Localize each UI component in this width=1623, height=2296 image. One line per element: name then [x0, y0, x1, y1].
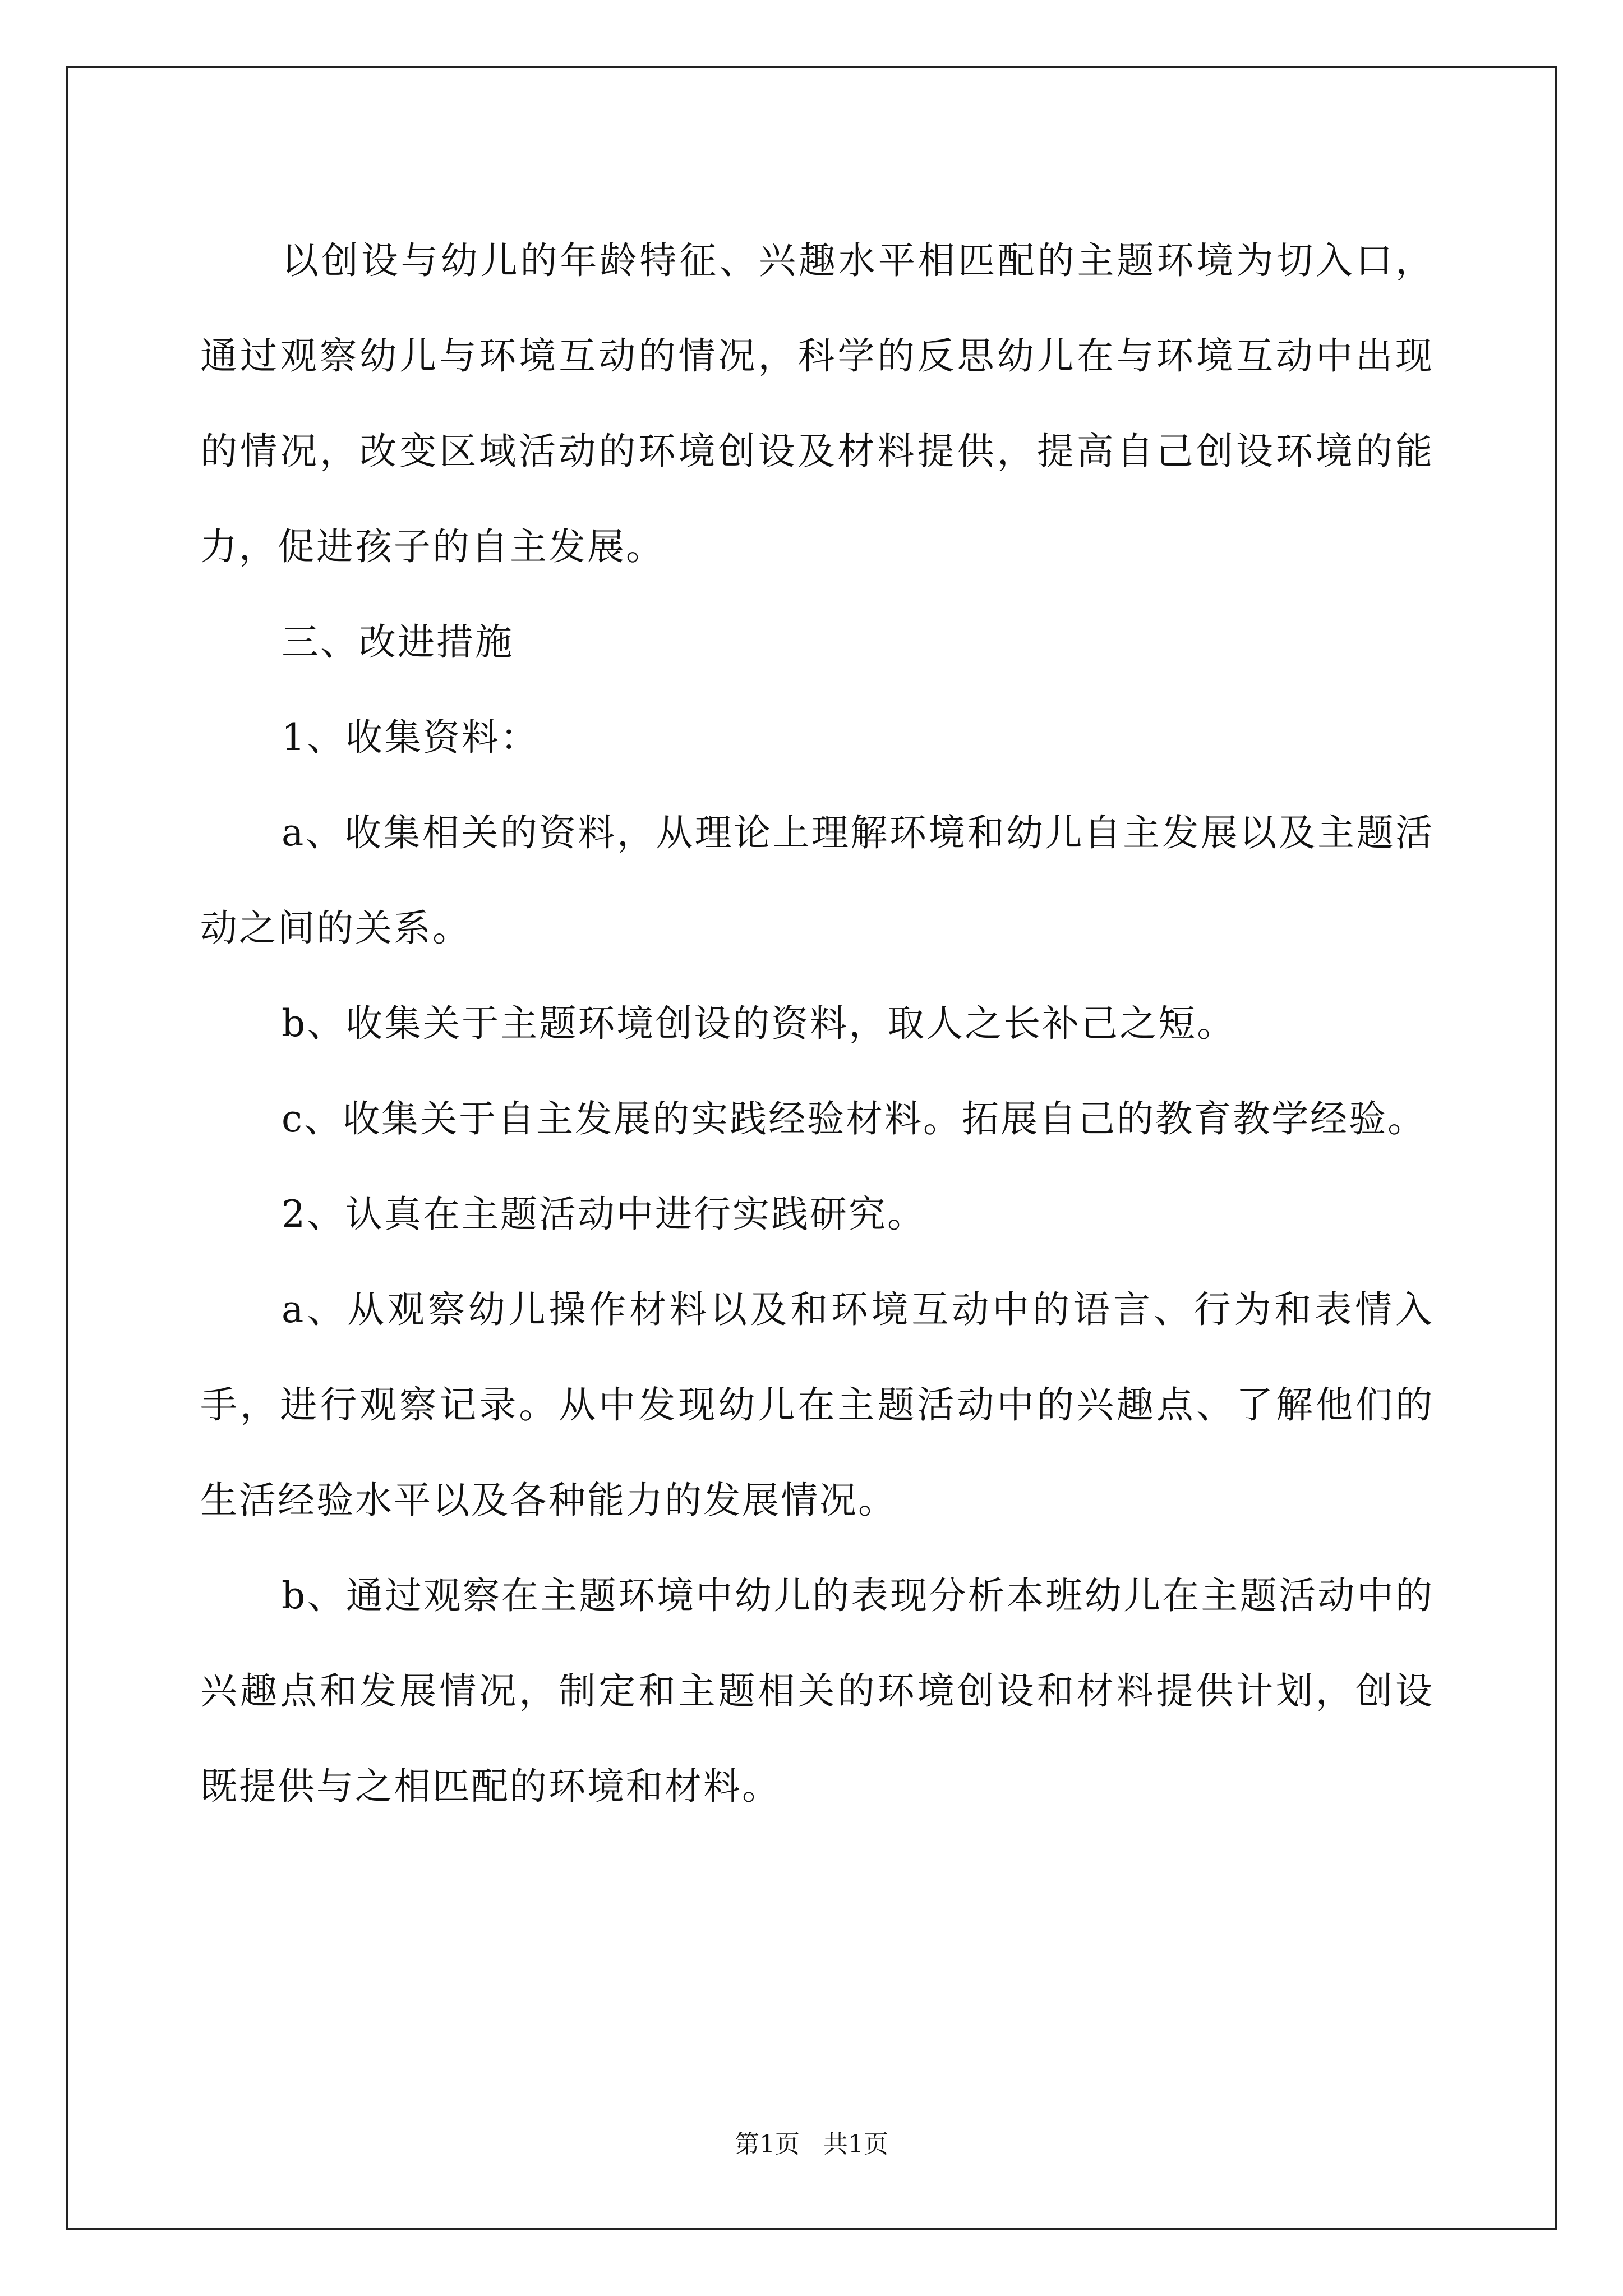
section-heading-improvement: 三、改进措施 [282, 620, 514, 664]
paragraph-intro: 以创设与幼儿的年龄特征、兴趣水平相匹配的主题环境为切入口，通过观察幼儿与环境互动的情况，科学的反思幼儿在与环境互动中出现的情况，改变区域活动的环境创设及材料提供，提高自己创设环境的能力，促进孩子的自主发展。 [200, 239, 1434, 568]
item-b-theme-environment: b、收集关于主题环境创设的资料，取人之长补己之短。 [282, 1002, 1236, 1045]
page-footer [0, 2129, 1623, 2160]
item-c-practice-experience: c、收集关于自主发展的实践经验材料。拓展自己的教育教学经验。 [282, 1097, 1426, 1140]
page-total: 共1页 [823, 2130, 888, 2159]
item-a-observation: a、从观察幼儿操作材料以及和环境互动中的语言、行为和表情入手，进行观察记录。从中发现幼儿在主题活动中的兴趣点、了解他们的生活经验水平以及各种能力的发展情况。 [200, 1288, 1434, 1522]
page-number: 第1页 [735, 2130, 800, 2159]
item-practice-research: 2、认真在主题活动中进行实践研究。 [282, 1193, 926, 1236]
document-body [200, 213, 1434, 1834]
item-b-analysis-plan: b、通过观察在主题环境中幼儿的表现分析本班幼儿在主题活动中的兴趣点和发展情况，制定和主题相关的环境创设和材料提供计划，创设既提供与之相匹配的环境和材料。 [200, 1574, 1434, 1808]
item-a-theory: a、收集相关的资料，从理论上理解环境和幼儿自主发展以及主题活动之间的关系。 [200, 811, 1434, 950]
item-collect-materials: 1、收集资料： [282, 716, 539, 759]
